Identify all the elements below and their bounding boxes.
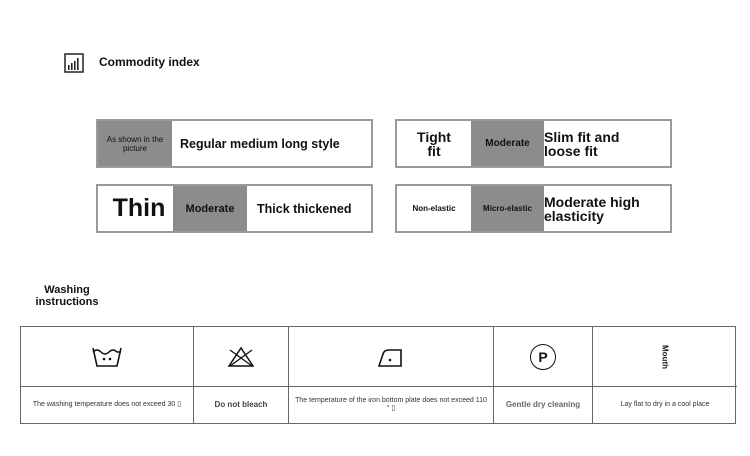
fit-selected: Moderate [471, 121, 544, 166]
fit-index [395, 119, 672, 168]
dry-clean-column [494, 327, 593, 423]
dry-clean-caption: Gentle dry cleaning [505, 400, 581, 409]
dry-clean-p-icon [530, 344, 556, 370]
iron-icon [375, 344, 407, 370]
style-index [96, 119, 373, 168]
no-bleach-icon [226, 346, 256, 368]
bleach-column [194, 327, 289, 423]
elasticity-selected: Micro-elastic [471, 186, 544, 231]
bleach-caption: Do not bleach [214, 400, 268, 409]
mouth-text: Mouth [660, 344, 670, 369]
iron-caption: The temperature of the iron bottom plate does not exceed 110 ° ▯ [295, 397, 487, 412]
style-option: Regular medium long style [180, 136, 340, 151]
fit-option-tight: Tight fit [417, 128, 451, 159]
dry-clean-p-letter: P [538, 348, 548, 365]
elasticity-index [395, 184, 672, 233]
elasticity-option-none: Non-elastic [412, 204, 456, 213]
thickness-index [96, 184, 373, 233]
washing-table [20, 326, 736, 424]
dry-flat-caption: Lay flat to dry in a cool place [620, 401, 710, 408]
elasticity-option-high: Moderate high elasticity [544, 193, 640, 224]
dry-flat-column [593, 327, 737, 423]
section-title: Commodity index [99, 55, 200, 69]
thickness-option-thin: Thin [112, 194, 166, 222]
wash-caption: The washing temperature does not exceed 30 ▯ [32, 401, 182, 408]
style-selected: As shown in the picture [98, 121, 172, 166]
iron-column [289, 327, 494, 423]
fit-option-slim: Slim fit and loose fit [544, 128, 620, 159]
thickness-selected: Moderate [173, 186, 247, 231]
wash-tub-icon [91, 345, 123, 369]
wash-column [21, 327, 194, 423]
signal-bars-icon [64, 53, 84, 73]
washing-title: Washing instructions [35, 284, 99, 308]
thickness-option-thick: Thick thickened [257, 201, 352, 216]
